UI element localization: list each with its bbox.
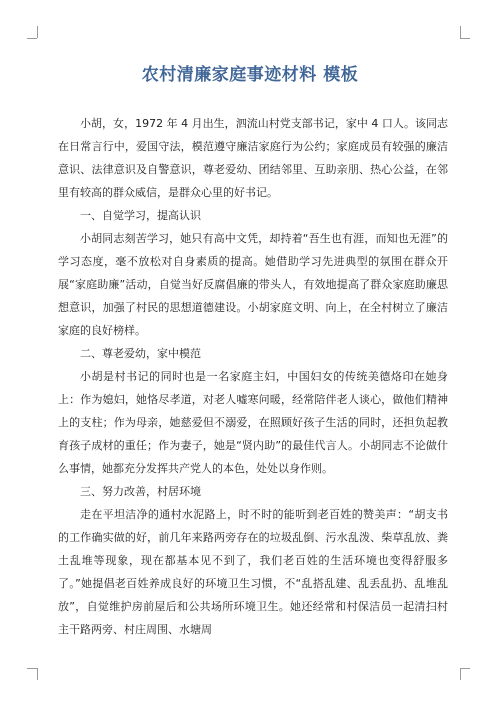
section-heading-1: 一、自觉学习，提高认识 — [80, 209, 201, 222]
document-body — [58, 112, 448, 641]
section-3-paragraph: 走在平坦洁净的通村水泥路上，时不时的能听到老百姓的赞美声：“胡支书的工作确实做的好，前几年来路两旁存在的垃圾乱倒、污水乱泼、柴草乱放、粪土乱堆等现象，现在都基本见不到了，我们老百姓的生活环境也变得舒服多了。”她提倡老百姓养成良好的环境卫生习惯，不“乱搭乱建、乱丢乱扔、乱堆乱放”，自觉维护房前屋后和公共场所环境卫生。她还经常和村保洁员一起清扫村主干路两旁、村庄周围、水塘周 — [58, 508, 448, 636]
document-title: 农村清廉家庭事迹材料 模板 — [141, 65, 359, 85]
section-2-paragraph: 小胡是村书记的同时也是一名家庭主妇，中国妇女的传统美德烙印在她身上：作为媳妇，她恪尽孝道，对老人嘘寒问暖，经常陪伴老人谈心，做他们精神上的支柱；作为母亲，她慈爱但不溺爱，在照顾好孩子生活的同时，还担负起教育孩子成材的重任；作为妻子，她是“贤内助”的最佳代言人。小胡同志不论做什么事情，她都充分发挥共产党人的本色，处处以身作则。 — [58, 370, 448, 475]
intro-paragraph: 小胡，女，1972 年 4 月出生，泗流山村党支部书记，家中 4 口人。该同志在日常言行中，爱国守法，模范遵守廉洁家庭行为公约；家庭成员有较强的廉洁意识、法律意识及自警意识，尊老爱幼、团结邻里、互助亲朋、热心公益，在邻里有较高的群众威信，是群众心里的好书记。 — [58, 117, 448, 199]
section-heading-2: 二、尊老爱幼，家中模范 — [80, 347, 201, 360]
section-1-paragraph: 小胡同志刻苦学习，她只有高中文凭，却持着“吾生也有涯，而知也无涯”的学习态度，毫不放松对自身素质的提高。她借助学习先进典型的氛围在群众开展“家庭助廉”活动，自觉当好反腐倡廉的带头人，有效地提高了群众家庭助廉思想意识，加强了村民的思想道德建设。小胡家庭文明、向上，在全村树立了廉洁家庭的良好榜样。 — [58, 232, 448, 337]
section-heading-3: 三、努力改善，村居环境 — [80, 485, 201, 498]
